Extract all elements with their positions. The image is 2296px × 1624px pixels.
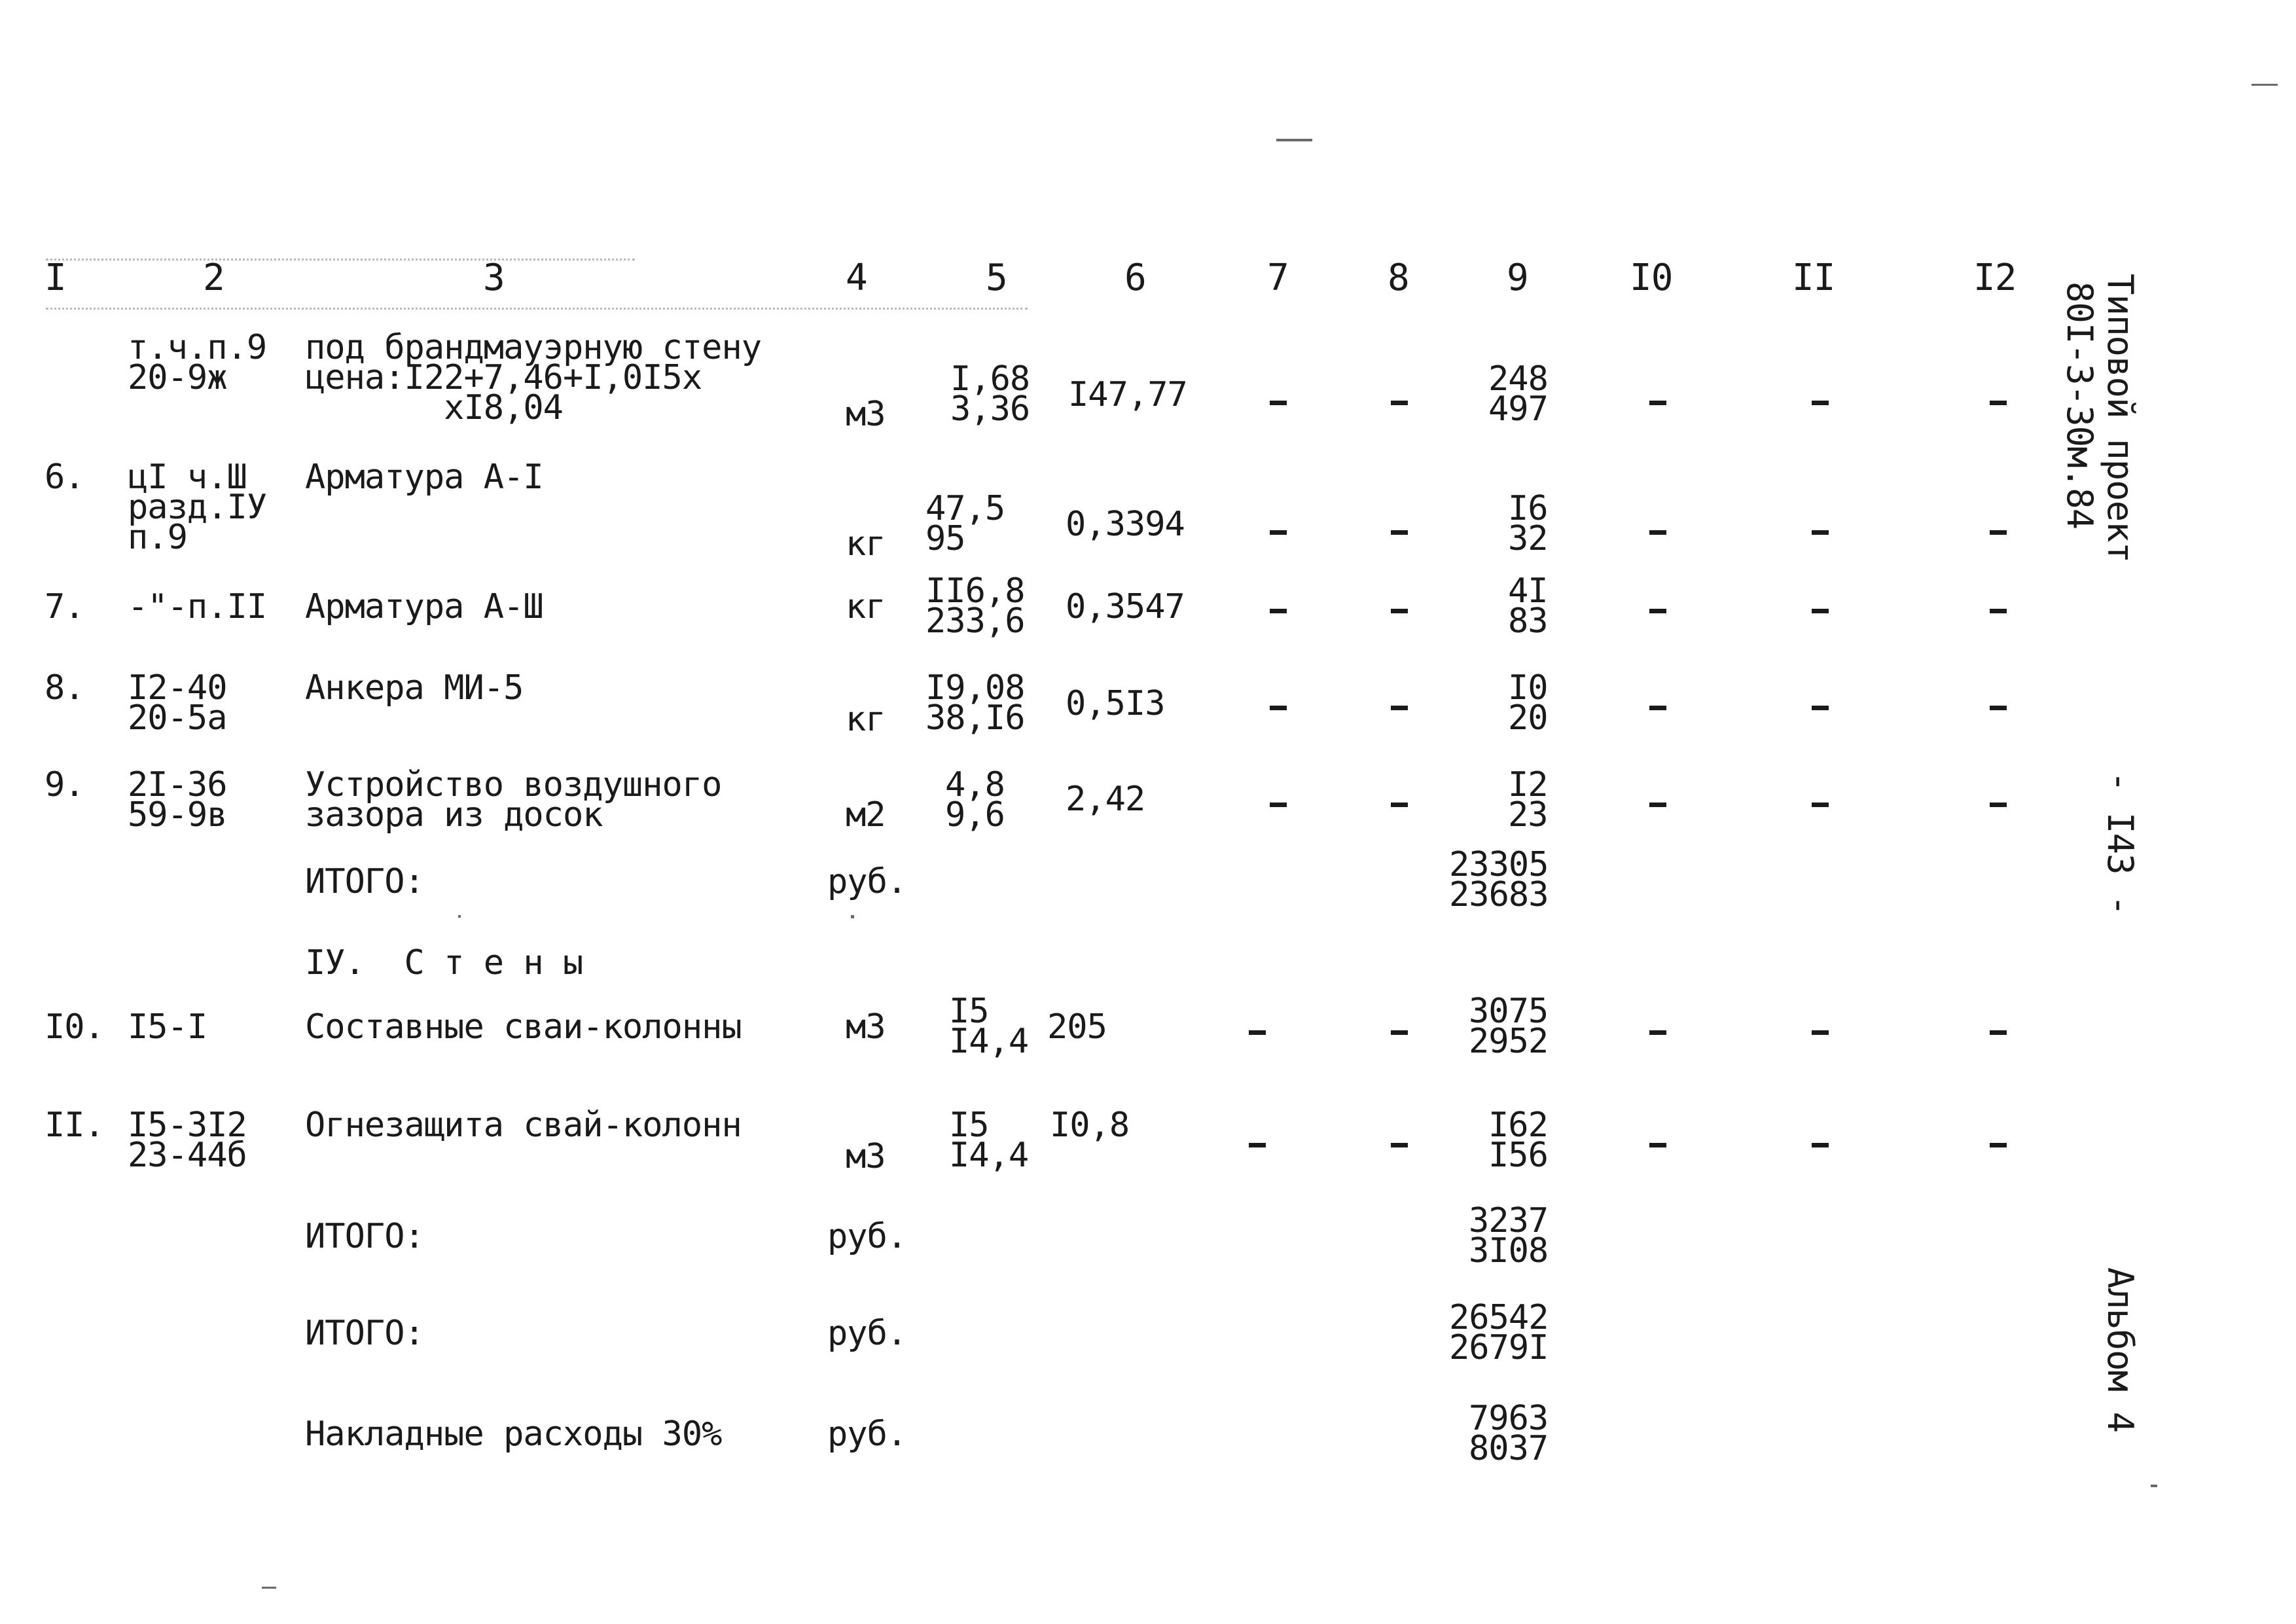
row-price: I47,77 [1068,375,1187,414]
dash-col10 [1649,1030,1666,1035]
row-total: 3237 3I08 [1469,1201,1549,1271]
row-number: II. [45,1106,104,1145]
header-bottom-rule [46,308,1028,310]
row-price: 0,3394 [1066,505,1185,544]
row-unit: кг [846,524,886,564]
row-code: -"-п.II [128,587,267,626]
header-top-rule [46,259,635,261]
dash-col11 [1812,1030,1829,1035]
dash-col12 [1990,530,2007,535]
row-total: I6 32 [1508,489,1548,558]
row-unit: м2 [846,795,886,835]
row-unit: м3 [846,1007,886,1047]
dash-col10 [1649,1143,1666,1147]
row-total: 7963 8037 [1469,1399,1549,1468]
dash-col10 [1649,609,1666,613]
row-unit: руб. [827,1217,907,1256]
dash-col11 [1812,803,1829,807]
dash-col11 [1812,401,1829,405]
row-price: 2,42 [1066,780,1145,819]
dash-col10 [1649,530,1666,535]
row-total: 26542 2679I [1449,1298,1549,1367]
dash-col8 [1391,530,1408,535]
row-number: 7. [45,587,84,626]
col-header-5: 5 [986,257,1007,299]
dash-col7 [1270,803,1287,807]
col-header-7: 7 [1267,257,1289,299]
dash-col8 [1391,803,1408,807]
row-qty: I5 I4,4 [949,1106,1029,1175]
dash-col10 [1649,401,1666,405]
dash-col8 [1391,401,1408,405]
row-name: ИТОГО: [305,862,424,901]
row-qty: 47,5 95 [925,489,1005,558]
dash-col8 [1391,706,1408,710]
row-number: 9. [45,765,84,804]
row-qty: I,68 3,36 [950,359,1030,429]
col-header-11: II [1792,257,1835,299]
album-label: Альбом 4 [2100,1267,2141,1433]
dash-col7 [1270,706,1287,710]
row-name: Огнезащита свай-колонн [305,1106,742,1145]
corner-mark [2251,84,2278,86]
page-number-label: - I43 - [2100,771,2141,916]
row-name: Арматура А-Ш [305,587,543,626]
row-name: ИТОГО: [305,1314,424,1353]
row-qty: I5 I4,4 [949,992,1029,1061]
dash-col12 [1990,609,2007,613]
dash-col11 [1812,609,1829,613]
project-title-label: Типовой проект [2100,274,2141,563]
row-price: 205 [1047,1007,1107,1047]
col-header-10: I0 [1630,257,1673,299]
scan-speck [2151,1485,2157,1487]
row-code: I2-40 20-5а [128,668,227,738]
row-unit: руб. [827,1314,907,1353]
row-number: 6. [45,458,84,497]
col-header-2: 2 [203,257,224,299]
dash-col10 [1649,706,1666,710]
row-name: под брандмауэрную стену цена:I22+7,46+I,0I5х хI8,04 [305,328,762,427]
dash-col8 [1391,609,1408,613]
row-code: 2I-36 59-9в [128,765,227,835]
scan-speck [262,1587,276,1589]
row-total: 4I 83 [1508,571,1548,641]
row-unit: руб. [827,862,907,901]
col-header-12: I2 [1973,257,2017,299]
dash-col7 [1270,530,1287,535]
dash-col10 [1649,803,1666,807]
col-header-8: 8 [1388,257,1409,299]
dash-col11 [1812,706,1829,710]
row-unit: кг [846,587,886,626]
dash-col8 [1391,1143,1408,1147]
dash-col7 [1270,609,1287,613]
row-code: цI ч.Ш разд.IУ п.9 [128,458,267,557]
row-unit: руб. [827,1415,907,1454]
dash-col12 [1990,1143,2007,1147]
dash-col12 [1990,803,2007,807]
scan-speck [458,915,461,918]
dash-col11 [1812,530,1829,535]
project-code-label: 80I-3-30м.84 [2059,281,2100,530]
row-qty: I9,08 38,I6 [925,668,1025,738]
row-total: 248 497 [1488,359,1548,429]
row-name: Анкера МИ-5 [305,668,524,708]
dash-col7 [1249,1030,1266,1035]
dash-col7 [1270,401,1287,405]
section-heading: IУ. С т е н ы [305,943,583,983]
row-total: I62 I56 [1488,1106,1548,1175]
row-name: Устройство воздушного зазора из досок [305,765,722,835]
col-header-9: 9 [1507,257,1528,299]
dash-col8 [1391,1030,1408,1035]
col-header-1: I [45,257,66,299]
row-total: 3075 2952 [1469,992,1549,1061]
row-qty: 4,8 9,6 [945,765,1005,835]
scan-speck [851,915,854,918]
col-header-3: 3 [483,257,505,299]
row-total: 23305 23683 [1449,845,1549,914]
row-qty: II6,8 233,6 [925,571,1025,641]
row-price: 0,5I3 [1066,684,1165,723]
row-code: I5-I [128,1007,207,1047]
row-name: Накладные расходы 30% [305,1415,722,1454]
row-name: Составные сваи-колонны [305,1007,742,1047]
row-unit: м3 [846,395,886,434]
row-price: I0,8 [1050,1106,1130,1145]
col-header-4: 4 [846,257,867,299]
row-name: Арматура А-I [305,458,543,497]
row-code: I5-3I2 23-44б [128,1106,247,1175]
row-number: I0. [45,1007,104,1047]
row-unit: кг [846,700,886,739]
dash-col7 [1249,1143,1266,1147]
dash-col12 [1990,401,2007,405]
row-total: I2 23 [1508,765,1548,835]
dash-col12 [1990,1030,2007,1035]
row-unit: м3 [846,1137,886,1176]
dash-col11 [1812,1143,1829,1147]
col-header-6: 6 [1124,257,1146,299]
top-mark [1276,139,1312,141]
row-price: 0,3547 [1066,587,1185,626]
dash-col12 [1990,706,2007,710]
row-name: ИТОГО: [305,1217,424,1256]
row-number: 8. [45,668,84,708]
row-code: т.ч.п.9 20-9ж [128,328,267,397]
row-total: I0 20 [1508,668,1548,738]
